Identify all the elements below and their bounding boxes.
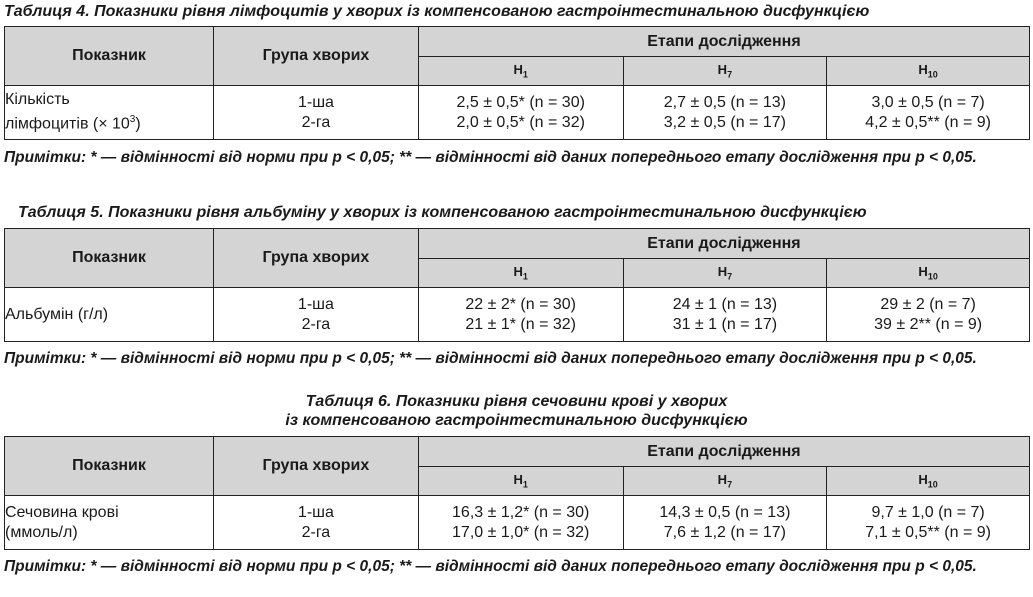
header-stage-h7: $H_7$ [623, 259, 827, 288]
table-row [5, 86, 1030, 140]
header-stage-h10: $H_{10}$ [827, 467, 1030, 496]
header-stage-h7: $H_7$ [623, 467, 827, 496]
table-6-caption: Таблиця 6. Показники рівня сечовини крові у хворих із компенсованою гастроінтестинальною дисфункцією [285, 393, 748, 429]
value-cell-h1: 22 ± 2* (n = 30) 21 ± 1* (n = 32) [418, 288, 623, 342]
value-cell-h10: 3,0 ± 0,5 (n = 7) 4,2 ± 0,5** (n = 9) [827, 86, 1030, 140]
table-6 [4, 436, 1030, 550]
header-stage-h10: $H_{10}$ [827, 259, 1030, 288]
header-stage-h1: $H_1$ [418, 467, 623, 496]
header-stage-h7: $H_7$ [623, 57, 827, 86]
table-5-note: Примітки: * — відмінності від норми при p < 0,05; ** — відмінності від даних попереднього етапу дослідження при p < 0,05. [4, 350, 977, 367]
table-6-note: Примітки: * — відмінності від норми при p < 0,05; ** — відмінності від даних попереднього етапу дослідження при p < 0,05. [4, 558, 977, 575]
value-cell-h7: 14,3 ± 0,5 (n = 13) 7,6 ± 1,2 (n = 17) [623, 496, 827, 550]
group-cell: 1-ша 2-га [213, 288, 418, 342]
table-4-caption: Таблиця 4. Показники рівня лімфоцитів у хворих із компенсованою гастроінтестинальною дисфункцією [4, 3, 870, 20]
table-4 [4, 26, 1030, 140]
group-cell: 1-ша 2-га [214, 86, 419, 140]
header-stages: Етапи дослідження [418, 229, 1029, 259]
header-stages: Етапи дослідження [418, 27, 1029, 57]
header-stage-h10: $H_{10}$ [827, 57, 1030, 86]
header-indicator: Показник [5, 437, 214, 496]
group-cell: 1-ша 2-га [213, 496, 418, 550]
header-indicator: Показник [5, 27, 214, 86]
value-cell-h10: 9,7 ± 1,0 (n = 7) 7,1 ± 0,5** (n = 9) [827, 496, 1030, 550]
header-group: Група хворих [213, 229, 418, 288]
value-cell-h7: 2,7 ± 0,5 (n = 13) 3,2 ± 0,5 (n = 17) [623, 86, 827, 140]
indicator-cell: Сечовина крові (ммоль/л) [5, 496, 214, 550]
table-5-caption: Таблиця 5. Показники рівня альбуміну у хворих із компенсованою гастроінтестинальною дисфункцією [18, 204, 867, 221]
table-5 [4, 228, 1030, 342]
header-stage-h1: $H_1$ [418, 57, 623, 86]
value-cell-h10: 29 ± 2 (n = 7) 39 ± 2** (n = 9) [827, 288, 1030, 342]
header-group: Група хворих [214, 27, 419, 86]
table-4-note: Примітки: * — відмінності від норми при p < 0,05; ** — відмінності від даних попереднього етапу дослідження при p < 0,05. [4, 149, 977, 166]
header-stage-h1: $H_1$ [418, 259, 623, 288]
header-group: Група хворих [213, 437, 418, 496]
header-indicator: Показник [5, 229, 214, 288]
table-row [5, 288, 1030, 342]
indicator-cell: Кількість лімфоцитів (× $10^3$) [5, 86, 214, 140]
value-cell-h7: 24 ± 1 (n = 13) 31 ± 1 (n = 17) [623, 288, 827, 342]
value-cell-h1: 16,3 ± 1,2* (n = 30) 17,0 ± 1,0* (n = 32) [418, 496, 623, 550]
table-row [5, 496, 1030, 550]
value-cell-h1: 2,5 ± 0,5* (n = 30) 2,0 ± 0,5* (n = 32) [418, 86, 623, 140]
indicator-cell: Альбумін (г/л) [5, 288, 214, 342]
header-stages: Етапи дослідження [418, 437, 1029, 467]
